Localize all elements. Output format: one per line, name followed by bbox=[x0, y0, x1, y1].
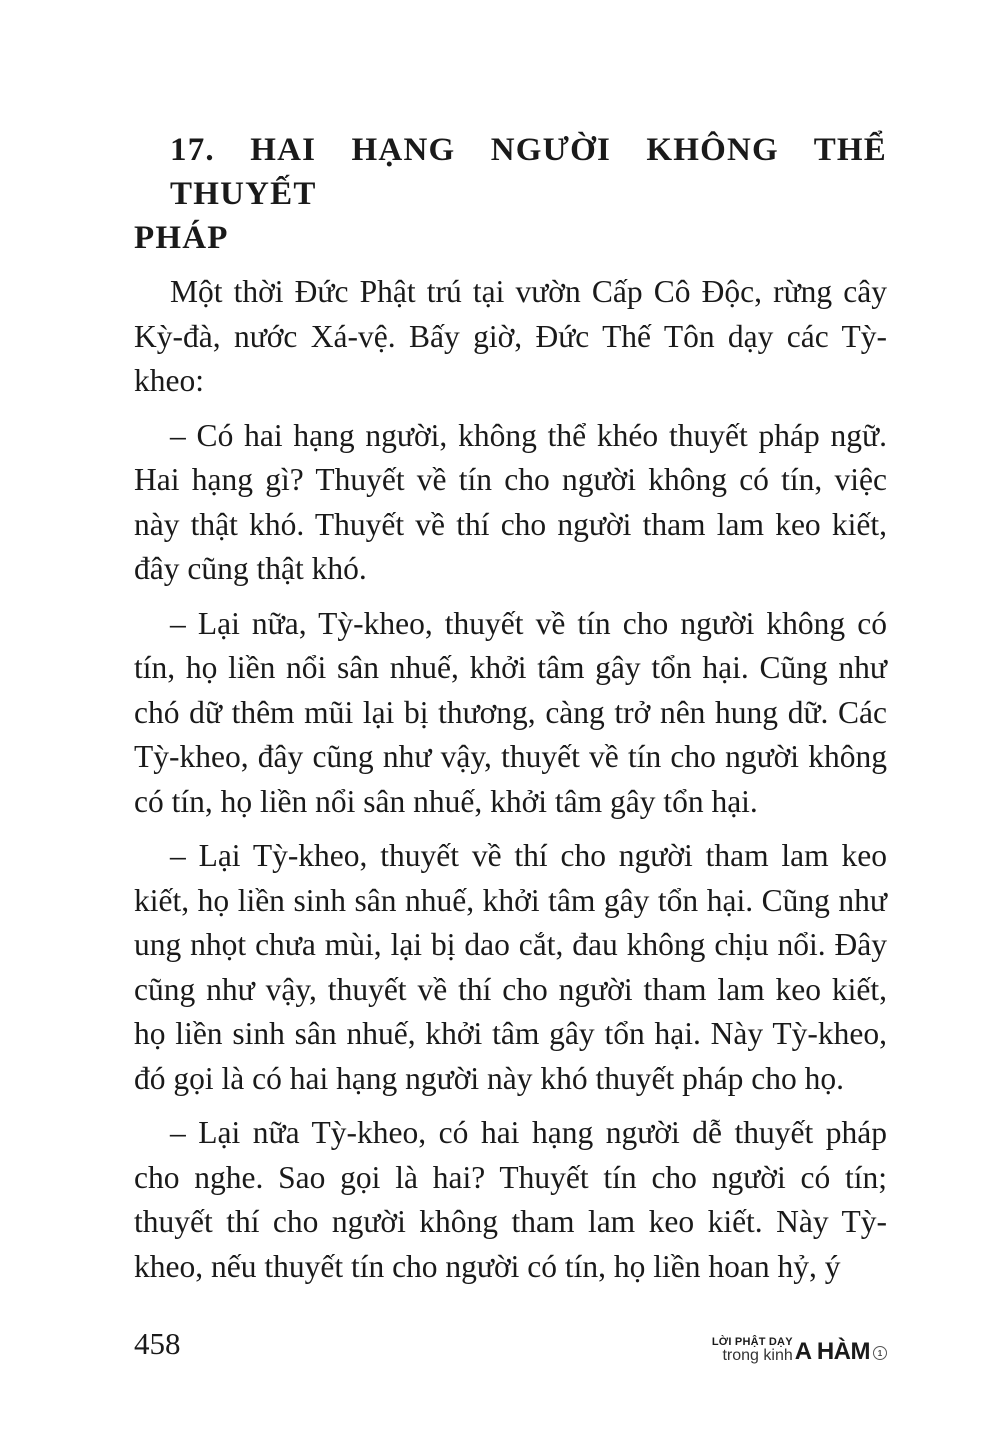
chapter-title-line2: PHÁP bbox=[134, 220, 229, 256]
series-small-text bbox=[712, 1336, 793, 1364]
paragraph: – Có hai hạng người, không thể khéo thuyết pháp ngữ. Hai hạng gì? Thuyết về tín cho người không có tín, việc này thật khó. Thuyết về thí cho người tham lam keo kiết, đây cũng thật khó. bbox=[134, 417, 887, 586]
series-sub-text: trong kinh bbox=[722, 1347, 793, 1364]
page-footer bbox=[134, 1322, 887, 1372]
chapter-title-line1: 17. HAI HẠNG NGƯỜI KHÔNG THỂ THUYẾT bbox=[170, 132, 887, 212]
paragraph: – Lại nữa Tỳ-kheo, có hai hạng người dễ thuyết pháp cho nghe. Sao gọi là hai? Thuyết tín cho người có tín; thuyết thí cho người không tham lam keo kiết. Này Tỳ-kheo, nếu thuyết tín cho người có tín, họ liền hoan hỷ, ý bbox=[134, 1115, 887, 1284]
chapter-title bbox=[134, 128, 887, 260]
series-main-text: A HÀM bbox=[794, 1338, 870, 1365]
series-logo bbox=[712, 1328, 887, 1364]
paragraph: Một thời Đức Phật trú tại vườn Cấp Cô Độc, rừng cây Kỳ-đà, nước Xá-vệ. Bấy giờ, Đức Thế Tôn dạy các Tỳ-kheo: bbox=[134, 274, 887, 398]
paragraph: – Lại Tỳ-kheo, thuyết về thí cho người tham lam keo kiết, họ liền sinh sân nhuế, khởi tâm gây tổn hại. Cũng như ung nhọt chưa mùi, lại bị dao cắt, đau không chịu nổi. Đây cũng như vậy, thuyết về thí cho người tham lam keo kiết, họ liền sinh sân nhuế, khởi tâm gây tổn hại. Này Tỳ-kheo, đó gọi là có hai hạng người này khó thuyết pháp cho họ. bbox=[134, 838, 887, 1096]
page-body bbox=[134, 118, 887, 1299]
page-number: 458 bbox=[134, 1326, 181, 1361]
volume-badge: 1 bbox=[873, 1346, 887, 1360]
paragraph: – Lại nữa, Tỳ-kheo, thuyết về tín cho người không có tín, họ liền nổi sân nhuế, khởi tâm gây tổn hại. Cũng như chó dữ thêm mũi lại bị thương, càng trở nên hung dữ. Các Tỳ-kheo, đây cũng như vậy, thuyết về tín cho người không có tín, họ liền nổi sân nhuế, khởi tâm gây tổn hại. bbox=[134, 605, 887, 819]
series-top-text: LỜI PHẬT DẠY bbox=[711, 1336, 793, 1348]
